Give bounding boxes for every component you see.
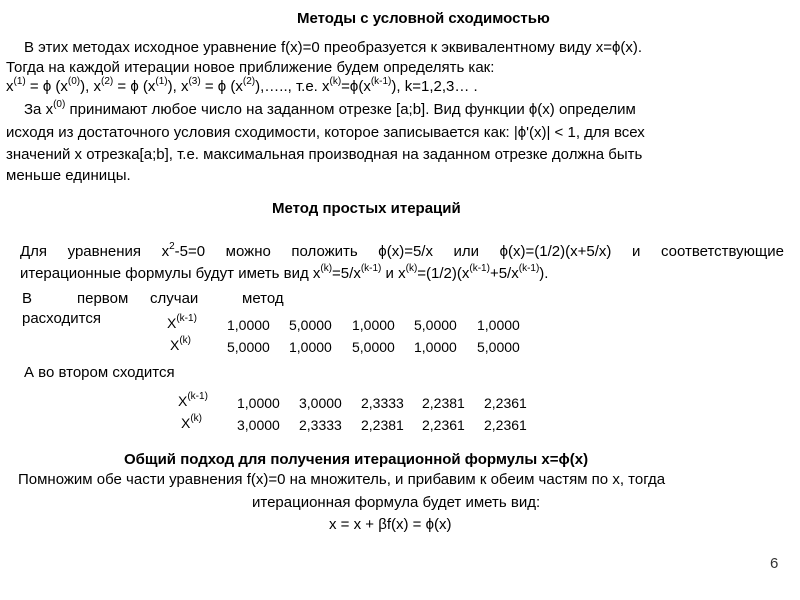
table-cell: 1,0000 xyxy=(227,317,270,333)
table-cell: 5,0000 xyxy=(352,339,395,355)
case1-word-2: первом xyxy=(77,290,129,307)
table-cell: 3,0000 xyxy=(237,417,280,433)
table-cell: 1,0000 xyxy=(352,317,395,333)
general-line-2: итерационная формула будет иметь вид: xyxy=(252,494,541,511)
simple-line-1: Для уравнения $x^2-5=0$ можно положить ϕ(x)=5/x или ϕ(x)=(1/2)(x+5/x) и соответствующие xyxy=(20,241,784,260)
table-cell: 5,0000 xyxy=(477,339,520,355)
intro-line-2: Тогда на каждой итерации новое приближение будем определять как: xyxy=(6,59,495,76)
case1-word-3: случаи xyxy=(150,290,199,307)
page-number: 6 xyxy=(770,555,779,572)
general-line-1: Помножим обе части уравнения f(x)=0 на множитель, и прибавим к обеим частям по x, тогда xyxy=(18,471,666,488)
table-cell: 1,0000 xyxy=(237,395,280,411)
table2-row2-label: $X^{(k)}$ xyxy=(181,413,203,431)
table-cell: 2,2361 xyxy=(484,417,527,433)
table-cell: 2,2361 xyxy=(484,395,527,411)
page-title: Методы с условной сходимостью xyxy=(297,10,550,27)
section-title-simple-iteration: Метод простых итераций xyxy=(272,200,461,217)
table-cell: 2,2381 xyxy=(422,395,465,411)
table-cell: 2,2381 xyxy=(361,417,404,433)
intro-line-4: За $x^{(0)}$ принимают любое число на заданном отрезке [a;b]. Вид функции ϕ(x) определим xyxy=(24,99,636,118)
table-cell: 2,2361 xyxy=(422,417,465,433)
intro-line-5: исходя из достаточного условия сходимости, которое записывается как: |ϕ'(x)| < 1, для всех xyxy=(6,124,645,141)
table-cell: 5,0000 xyxy=(289,317,332,333)
table1-row2-label: $X^{(k)}$ xyxy=(170,335,192,353)
table-cell: 2,3333 xyxy=(299,417,342,433)
general-formula: x = x + βf(x) = ϕ(x) xyxy=(329,516,452,533)
case1-word-4: метод xyxy=(242,290,284,307)
table-cell: 5,0000 xyxy=(414,317,457,333)
simple-line-2: итерационные формулы будут иметь вид $x^{(k)}=5/x^{(k-1)}$ и $x^{(k)}=(1/2)(x^{(k-1)}+5/x^{(k-1)})$. xyxy=(20,263,549,282)
table-cell: 1,0000 xyxy=(414,339,457,355)
intro-line-6: значений x отрезка[a;b], т.е. максимальная производная на заданном отрезке должна быть xyxy=(6,146,643,163)
case1-word-5: расходится xyxy=(22,310,101,327)
table1-row1-label: $X^{(k-1)}$ xyxy=(167,313,197,331)
case1-word-1: В xyxy=(22,290,33,307)
table-cell: 1,0000 xyxy=(289,339,332,355)
case2-text: А во втором сходится xyxy=(24,364,175,381)
table-cell: 2,3333 xyxy=(361,395,404,411)
section-title-general-approach: Общий подход для получения итерационной формулы x=ϕ(x) xyxy=(124,451,589,468)
intro-line-1: В этих методах исходное уравнение f(x)=0 преобразуется к эквивалентному виду x=ϕ(x). xyxy=(24,39,643,56)
table2-row1-label: $X^{(k-1)}$ xyxy=(178,391,208,409)
table-cell: 1,0000 xyxy=(477,317,520,333)
intro-line-7: меньше единицы. xyxy=(6,167,131,184)
intro-line-3: $x^{(1)} = \phi$ $(x^{(0)})$, $x^{(2)} = \phi$ $(x^{(1)})$, $x^{(3)} = \phi$ $(x^{(2)}),\dots$.., т.е. $x^{(k)}=\phi(x^{(k-1)})$, k=1,2,3… . xyxy=(6,76,478,95)
table-cell: 3,0000 xyxy=(299,395,342,411)
table-cell: 5,0000 xyxy=(227,339,270,355)
